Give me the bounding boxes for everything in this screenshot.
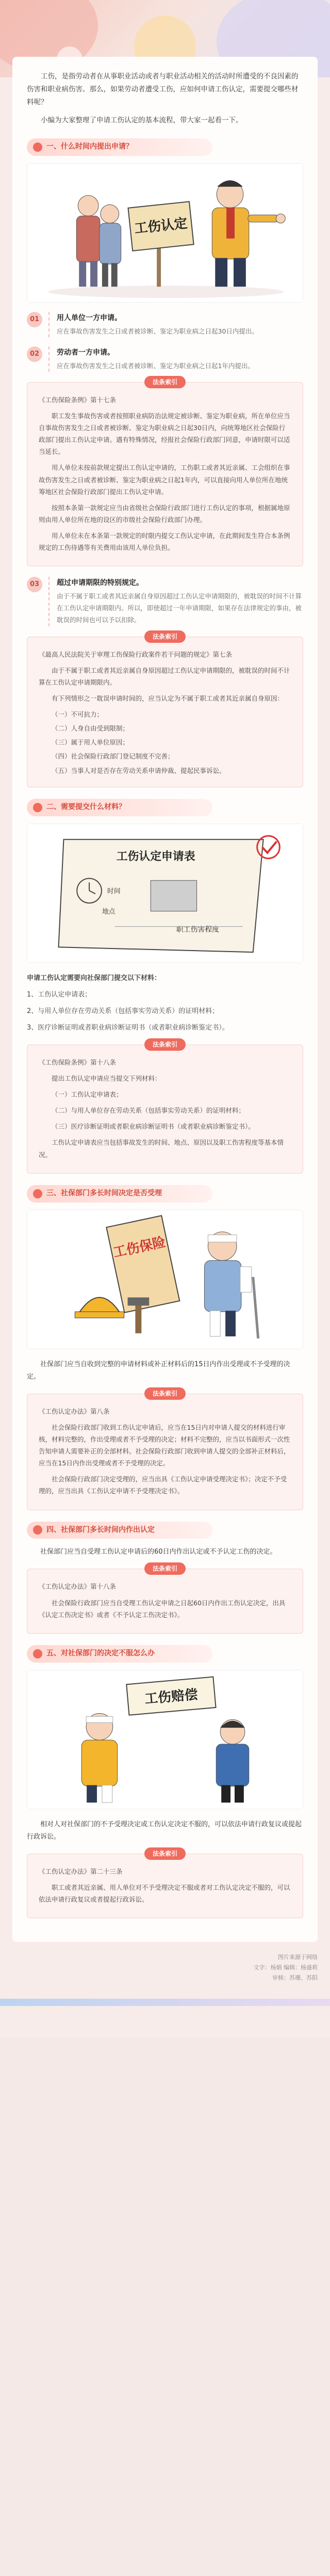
- section-text: 社保部门应当自受理工伤认定申请后的60日内作出认定或不予认定工伤的决定。: [40, 1548, 277, 1556]
- materials-list: [27, 972, 303, 1034]
- law-reference-tag: 法条索引: [144, 1038, 186, 1051]
- review-credits: 审核：苏珊、苏阳: [272, 1974, 318, 1981]
- section-title: 一、什么时间内提出申请？: [46, 142, 133, 151]
- law-paragraph: 由于不属于职工或者其近亲属自身原因超过工伤认定申请期限的，被耽误的时间不计算在工伤认定申请期限内。: [39, 666, 290, 686]
- list-item: [27, 577, 303, 626]
- law-paragraph: 《工伤保险条例》第十八条: [39, 1058, 117, 1066]
- step-description: 由于不属于职工或者其近亲属自身原因超过工伤认定申请期限的，被耽误的时间不计算在工伤认定申请期限内。所以，即使超过一年申请期限，如果存在法律规定的事由，被耽误的时间也可以予以扣除。: [57, 592, 302, 624]
- sign-text: 工伤保险: [111, 1234, 168, 1261]
- image-source: 图片来源于网络: [278, 1954, 318, 1961]
- law-reference-box: [27, 378, 303, 567]
- law-list-item: （四）社会保险行政部门登记制度不完善；: [52, 752, 174, 761]
- form-label: 时间: [107, 887, 121, 895]
- list-item: 3、医疗诊断证明或者职业病诊断证明书（或者职业病诊断鉴定书）。: [27, 1023, 229, 1032]
- law-paragraph: 《最高人民法院关于审理工伤保险行政案件若干问题的规定》第七条: [39, 650, 233, 658]
- form-label: 职工伤害程度: [176, 925, 220, 934]
- illustration-compensation: [27, 1670, 303, 1809]
- credits-footer: [12, 1952, 318, 1983]
- form-label: 地点: [102, 908, 116, 916]
- illustration-worker-sign: [27, 163, 303, 303]
- intro-paragraph: 工伤，是指劳动者在从事职业活动或者与职业活动相关的活动时所遭受的不良因素的伤害和职业病伤害。那么，如果劳动者遭受工伤，应如何申请工伤认定，需要提交哪些材料呢？: [27, 72, 299, 106]
- law-paragraph: 用人单位未在本条第一款规定的时限内提交工伤认定申请，在此期间发生符合本条例规定的工伤待遇等有关费用由该用人单位负担。: [39, 532, 290, 552]
- law-reference-box: [27, 1389, 303, 1510]
- law-paragraph: （一）工伤认定申请表；: [52, 1091, 123, 1099]
- section-text: 相对人对社保部门的不予受理决定或工伤认定决定不服的，可以依法申请行政复议或提起行政诉讼。: [27, 1820, 302, 1841]
- section-heading: [27, 1185, 212, 1203]
- law-reference-box: [27, 1850, 303, 1918]
- law-paragraph: （三）医疗诊断证明或者职业病诊断证明书（或者职业病诊断鉴定书）。: [52, 1123, 255, 1131]
- law-paragraph: 提出工伤认定申请应当提交下列材料：: [52, 1074, 161, 1082]
- law-paragraph: 社会保险行政部门决定受理的，应当出具《工伤认定申请受理决定书》；决定不予受理的，应当出具《工伤认定申请不予受理决定书》。: [39, 1475, 287, 1495]
- law-paragraph: 《工伤认定办法》第二十三条: [39, 1867, 123, 1875]
- section-title: 四、社保部门多长时间内作出认定: [46, 1525, 155, 1534]
- law-list-item: （一）不可抗力；: [52, 710, 104, 719]
- law-reference-box: [27, 1040, 303, 1174]
- section-title: 五、对社保部门的决定不服怎么办: [46, 1649, 155, 1657]
- law-paragraph: 按照本条第一款规定应当由省级社会保险行政部门进行工伤认定的事项，根据属地原则由用人单位所在地的设区的市级社会保险行政部门办理。: [39, 503, 290, 524]
- law-paragraph: （二）与用人单位存在劳动关系（包括事实劳动关系）的证明材料；: [52, 1107, 245, 1115]
- law-paragraph: 《工伤认定办法》第八条: [39, 1407, 110, 1415]
- law-list-item: （五）当事人对是否存在劳动关系申请仲裁、提起民事诉讼。: [52, 766, 226, 775]
- step-title: 超过申请期限的特别规定。: [57, 579, 143, 588]
- bullet-icon: [33, 143, 42, 152]
- list-item: 2、与用人单位存在劳动关系（包括事实劳动关系）的证明材料；: [27, 1007, 219, 1015]
- law-reference-tag: 法条索引: [144, 1562, 186, 1575]
- bullet-icon: [33, 1649, 42, 1658]
- law-paragraph: 工伤认定申请表应当包括事故发生的时间、地点、原因以及职工伤害程度等基本情况。: [39, 1139, 284, 1159]
- section-title: 二、需要提交什么材料？: [46, 802, 126, 811]
- law-reference-box: [27, 1565, 303, 1633]
- list-item: [27, 346, 303, 372]
- law-paragraph: 《工伤保险条例》第十七条: [39, 396, 117, 404]
- law-paragraph: 社会保险行政部门收到工伤认定申请后，应当在15日内对申请人提交的材料进行审核，材料完整的，作出受理或者不予受理的决定；材料不完整的，应当以书面形式一次性告知申请人需要补正的全部材料。社会保险行政部门收到申请人提交的全部补正材料后，应当在15日内作出受理或者不予受理的决定。: [39, 1423, 290, 1467]
- form-title: 工伤认定申请表: [116, 850, 195, 863]
- step-number: 03: [27, 577, 42, 592]
- section-heading: [27, 799, 212, 816]
- step-description: 应在事故伤害发生之日或者被诊断、鉴定为职业病之日起30日内提出。: [57, 327, 258, 335]
- law-paragraph: 有下列情形之一耽误申请时间的，应当认定为不属于职工或者其近亲属自身原因：: [52, 694, 284, 702]
- step-number: 02: [27, 346, 42, 362]
- section-heading: [27, 1522, 212, 1539]
- section-text: 社保部门应当自收到完整的申请材料或补正材料后的15日内作出受理或不予受理的决定。: [27, 1360, 290, 1381]
- list-item: [27, 312, 303, 337]
- section-title: 三、社保部门多长时间决定是否受理: [46, 1189, 162, 1197]
- step-description: 应在事故伤害发生之日或者被诊断、鉴定为职业病之日起1年内提出。: [57, 361, 254, 370]
- illustration-injured-worker: [27, 1210, 303, 1349]
- bullet-icon: [33, 1189, 42, 1198]
- section-heading: [27, 138, 212, 156]
- law-reference-tag: 法条索引: [144, 630, 186, 643]
- step-title: 劳动者一方申请。: [57, 348, 114, 357]
- law-reference-tag: 法条索引: [144, 376, 186, 388]
- law-list-item: （三）属于用人单位原因；: [52, 738, 129, 747]
- form-paper-illustration: [59, 839, 263, 952]
- law-paragraph: 职工发生事故伤害或者按照职业病防治法规定被诊断、鉴定为职业病，所在单位应当自事故伤害发生之日或者被诊断、鉴定为职业病之日起30日内，向统筹地区社会保险行政部门提出工伤认定申请。遇有特殊情况，经报社会保险行政部门同意，申请时限可以适当延长。: [39, 412, 290, 456]
- bullet-icon: [33, 1525, 42, 1535]
- list-item: 1、工伤认定申请表；: [27, 990, 92, 999]
- sign-text: 工伤赔偿: [144, 1686, 199, 1707]
- step-title: 用人单位一方申请。: [57, 313, 122, 322]
- law-reference-tag: 法条索引: [144, 1387, 186, 1400]
- law-reference-tag: 法条索引: [144, 1847, 186, 1860]
- law-reference-box: [27, 633, 303, 787]
- intro: [27, 70, 303, 127]
- law-list-item: （二）人身自由受到限制；: [52, 724, 129, 733]
- sign-text: 工伤认定: [134, 215, 188, 237]
- law-paragraph: 《工伤认定办法》第十八条: [39, 1583, 117, 1591]
- article-card: [12, 57, 318, 1942]
- illustration-application-form: [27, 824, 303, 963]
- intro-paragraph: 小编为大家整理了申请工伤认定的基本流程，带大家一起看一下。: [41, 116, 243, 124]
- law-paragraph: 职工或者其近亲属、用人单位对不予受理决定不服或者对工伤认定决定不服的，可以依法申请行政复议或者提起行政诉讼。: [39, 1883, 290, 1904]
- materials-lead: 申请工伤认定需要向社保部门提交以下材料：: [27, 974, 161, 982]
- step-number: 01: [27, 312, 42, 327]
- law-paragraph: 社会保险行政部门应当自受理工伤认定申请之日起60日内作出工伤认定决定，出具《认定工伤决定书》或者《不予认定工伤决定书》。: [39, 1599, 286, 1619]
- bullet-icon: [33, 803, 42, 812]
- section-heading: [27, 1645, 212, 1663]
- author-credits: 文字：杨娟 编辑：杨盛莉: [253, 1964, 318, 1971]
- law-paragraph: 用人单位未按前款规定提出工伤认定申请的，工伤职工或者其近亲属、工会组织在事故伤害发生之日或者被诊断、鉴定为职业病之日起1年内，可以直接向用人单位所在地统筹地区社会保险行政部门提出工伤认定申请。: [39, 464, 290, 496]
- bottom-bar: [0, 1999, 330, 2006]
